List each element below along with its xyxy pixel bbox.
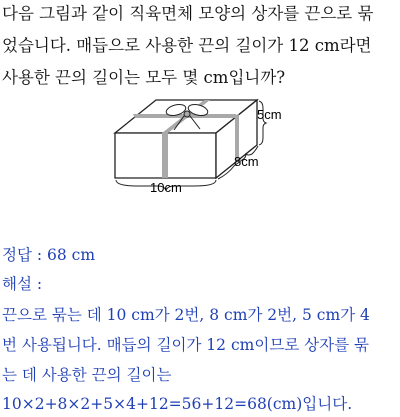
width-label: 10cm — [150, 180, 182, 195]
question-line-1: 다음 그림과 같이 직육면체 모양의 상자를 끈으로 묶 — [2, 4, 374, 23]
explanation-line-1: 끈으로 묶는 데 10 cm가 2번, 8 cm가 2번, 5 cm가 4 — [2, 306, 370, 324]
explanation-line-2: 번 사용됩니다. 매듭의 길이가 12 cm이므로 상자를 묶 — [2, 336, 370, 354]
explanation-title: 해설 : — [2, 275, 43, 293]
question-line-2: 었습니다. 매듭으로 사용한 끈의 길이가 12 cm라면 — [2, 36, 372, 55]
question-line-3: 사용한 끈의 길이는 모두 몇 cm입니까? — [2, 68, 286, 87]
height-label: 5cm — [257, 107, 282, 122]
gift-box-figure — [110, 94, 310, 198]
depth-label: 8cm — [234, 154, 259, 169]
answer-label: 정답 : 68 cm — [2, 246, 96, 264]
explanation-line-3: 는 데 사용한 끈의 길이는 — [2, 366, 172, 384]
explanation-line-4: 10×2+8×2+5×4+12=56+12=68(cm)입니다. — [2, 395, 353, 413]
